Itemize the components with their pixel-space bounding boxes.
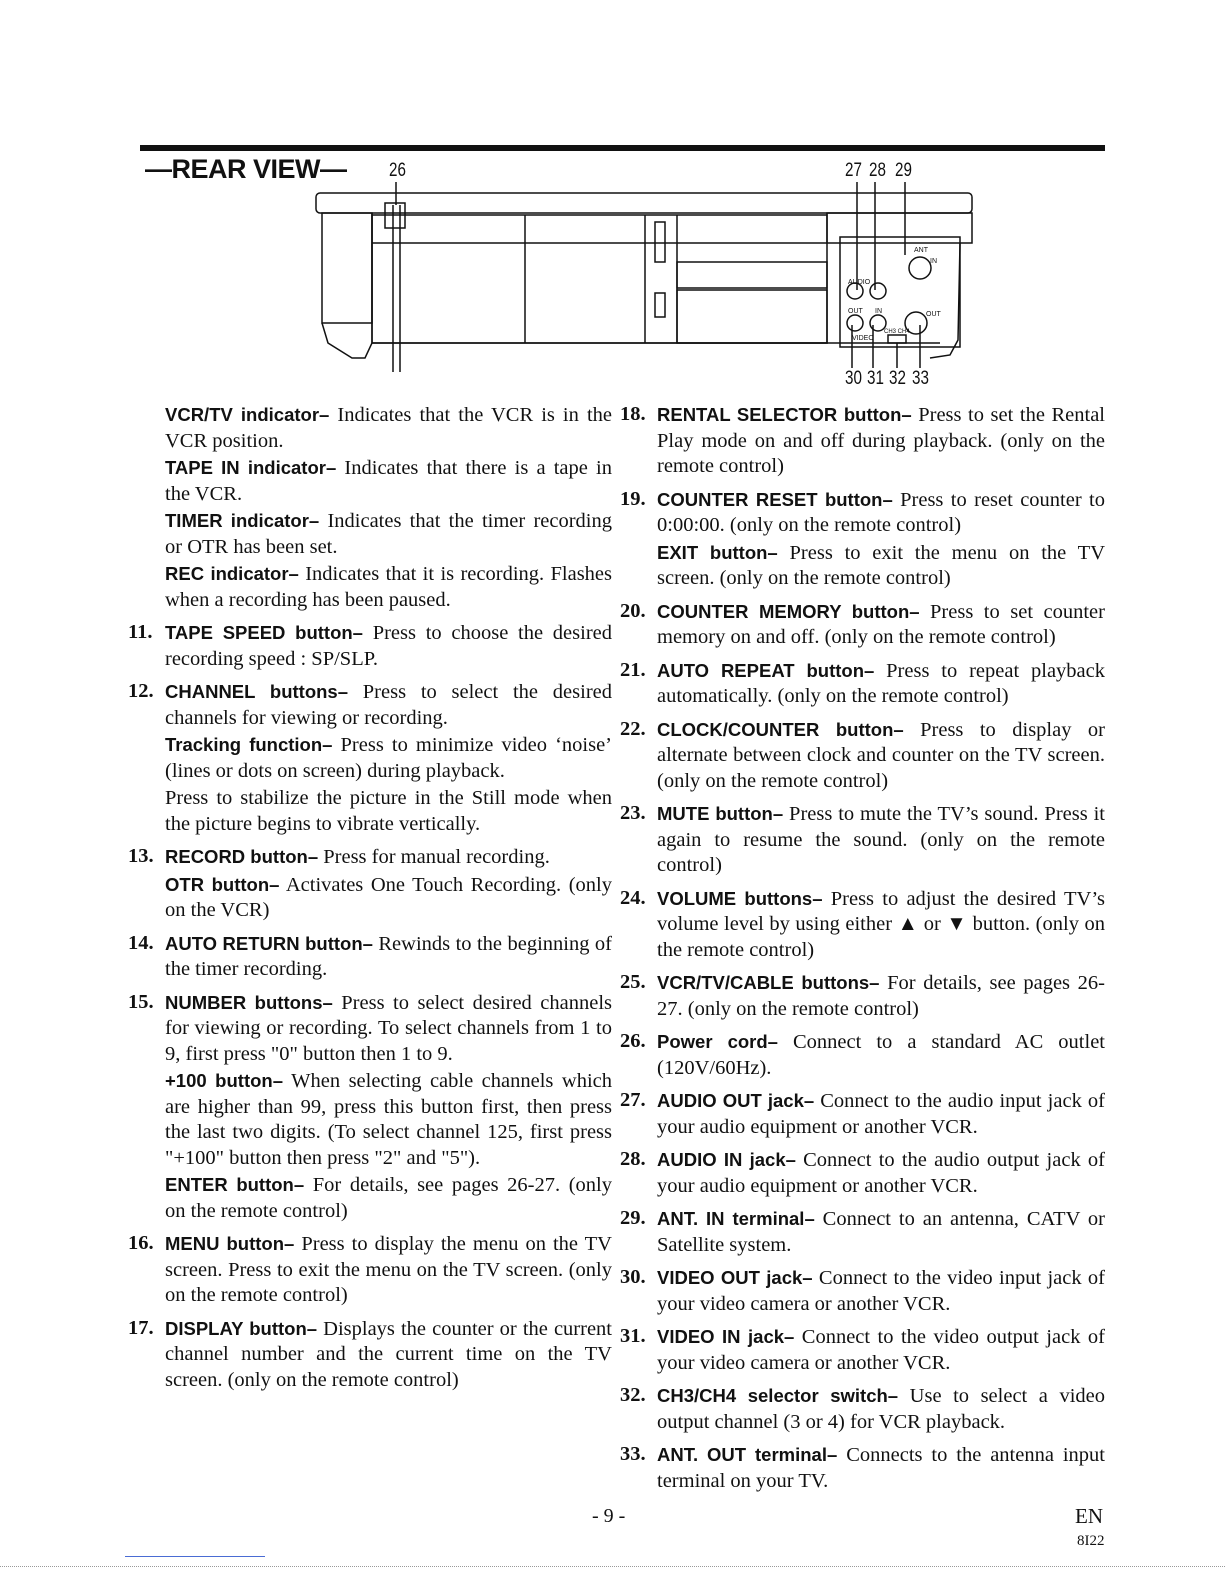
callout-29: 29 (895, 160, 912, 181)
entry-term: AUTO RETURN button– (165, 932, 373, 954)
description-entry (620, 970, 1105, 1022)
entry-paragraph (657, 487, 1105, 539)
entry-description: Press to adjust the desired TV’s volume level by using either ▲ or ▼ button. (only on the remote control) (657, 887, 1105, 961)
document-code: 8I22 (1077, 1533, 1105, 1549)
entry-term: REC indicator– (165, 563, 299, 584)
right-column (620, 402, 1105, 1501)
callout-31: 31 (867, 368, 884, 389)
entry-paragraph (165, 508, 612, 560)
description-entry (620, 599, 1105, 651)
entry-paragraph (165, 1231, 612, 1309)
entry-term: TAPE SPEED button– (165, 622, 363, 643)
description-entry (620, 1029, 1105, 1081)
entry-paragraph (657, 1147, 1105, 1199)
entry-paragraph (657, 402, 1105, 480)
entry-term: VOLUME buttons– (657, 887, 823, 909)
entry-description: Press to repeat playback automatically. (only on the remote control) (657, 659, 1105, 707)
entry-description: Press for manual recording. (318, 846, 550, 868)
description-entry (620, 1383, 1105, 1435)
entry-number: 20. (620, 599, 646, 622)
entry-term: CLOCK/COUNTER button– (657, 718, 904, 740)
entry-number: 27. (620, 1089, 646, 1111)
entry-term: VCR/TV/CABLE buttons– (657, 972, 880, 993)
entry-number: 22. (620, 717, 646, 740)
entry-term: MUTE button– (657, 803, 784, 824)
description-entry (620, 1147, 1105, 1199)
diagram-label-video: VIDEO (852, 335, 874, 342)
entry-paragraph (657, 1324, 1105, 1376)
description-entry (620, 1206, 1105, 1258)
description-entry (620, 402, 1105, 480)
entry-paragraph (657, 1383, 1105, 1435)
description-entry (620, 1324, 1105, 1376)
entry-description: Indicates that there is a tape in the VCR. (165, 457, 612, 505)
diagram-label-audio: AUDIO (848, 279, 871, 286)
entry-paragraph (165, 455, 612, 507)
entry-number: 29. (620, 1207, 646, 1229)
description-entry (620, 1442, 1105, 1494)
description-entry (620, 658, 1105, 710)
entry-paragraph (657, 717, 1105, 795)
entry-term: AUDIO IN jack– (657, 1149, 796, 1170)
entry-paragraph (165, 1068, 612, 1171)
description-entry (128, 679, 612, 837)
callout-26: 26 (389, 160, 406, 181)
language-code: EN (1075, 1504, 1103, 1528)
entry-description: Connect to the audio output jack of your audio equipment or another VCR. (657, 1149, 1105, 1197)
entry-paragraph (657, 1442, 1105, 1494)
entry-term: CHANNEL buttons– (165, 681, 348, 702)
entry-paragraph (165, 931, 612, 983)
entry-description: Connect to an antenna, CATV or Satellite system. (657, 1208, 1105, 1256)
entry-paragraph (165, 872, 612, 924)
left-column (128, 402, 612, 1400)
entry-number: 30. (620, 1266, 646, 1288)
entry-paragraph (657, 658, 1105, 710)
entry-paragraph (657, 1206, 1105, 1258)
entry-paragraph (657, 886, 1105, 964)
entry-number: 17. (128, 1316, 154, 1339)
entry-paragraph (657, 540, 1105, 592)
entry-number: 19. (620, 487, 646, 510)
entry-term: RENTAL SELECTOR button– (657, 404, 912, 425)
entry-description: Press to display or alternate between clock and counter on the TV screen. (only on the remote control) (657, 718, 1105, 792)
section-title: —REAR VIEW— (145, 154, 347, 184)
entry-description: Connect to the video output jack of your video camera or another VCR. (657, 1326, 1105, 1374)
callout-32: 32 (889, 368, 906, 389)
entry-paragraph (657, 599, 1105, 651)
description-entry (620, 801, 1105, 879)
entry-description: Press to display the menu on the TV screen. Press to exit the menu on the TV screen. (only on the remote control) (165, 1233, 612, 1306)
entry-number: 15. (128, 990, 154, 1013)
entry-paragraph (165, 1316, 612, 1394)
entry-number: 24. (620, 886, 646, 909)
entry-description: Connect to the video input jack of your video camera or another VCR. (657, 1267, 1105, 1315)
entry-description: Press to set counter memory on and off. (only on the remote control) (657, 600, 1105, 648)
entry-paragraph (657, 801, 1105, 879)
entry-paragraph (657, 970, 1105, 1022)
entry-term: RECORD button– (165, 846, 319, 867)
entry-paragraph (165, 732, 612, 784)
description-entry (620, 487, 1105, 592)
entry-paragraph (657, 1029, 1105, 1081)
entry-description: Indicates that it is recording. Flashes when a recording has been paused. (165, 563, 613, 611)
entry-paragraph (657, 1088, 1105, 1140)
entry-term: MENU button– (165, 1233, 295, 1254)
entry-description: Press to choose the desired recording speed : SP/SLP. (165, 622, 612, 670)
entry-description: For details, see pages 26-27. (only on the remote control) (165, 1174, 612, 1222)
entry-description: Press to mute the TV’s sound. Press it again to resume the sound. (only on the remote control) (657, 803, 1105, 876)
entry-description: Press to stabilize the picture in the Still mode when the picture begins to vibrate vertically. (165, 787, 612, 835)
entry-paragraph (165, 1172, 612, 1224)
diagram-label-ant-out: OUT (926, 311, 941, 318)
entry-paragraph (165, 620, 612, 672)
description-entry (128, 402, 612, 613)
entry-term: ANT. IN terminal– (657, 1208, 815, 1229)
entry-term: TAPE IN indicator– (165, 457, 337, 478)
diagram-label-ant: ANT (914, 247, 928, 254)
entry-paragraph (165, 561, 612, 613)
bottom-link-line (125, 1556, 265, 1557)
entry-number: 16. (128, 1232, 154, 1254)
entry-term: Power cord– (657, 1031, 778, 1052)
entry-term: DISPLAY button– (165, 1317, 318, 1339)
entry-description: Press to exit the menu on the TV screen. (only on the remote control) (657, 541, 1106, 589)
callout-30: 30 (845, 368, 862, 389)
entry-description: Press to select desired channels for viewing or recording. To select channels from 1 to 9, first press "0" button then 1 to 9. (165, 991, 613, 1065)
entry-number: 31. (620, 1325, 646, 1347)
entry-description: Rewinds to the beginning of the timer recording. (165, 932, 613, 980)
entry-description: Use to select a video output channel (3 or 4) for VCR playback. (657, 1385, 1105, 1433)
entry-term: OTR button– (165, 873, 280, 895)
entry-number: 21. (620, 658, 646, 681)
description-entry (128, 1316, 612, 1394)
entry-number: 28. (620, 1148, 646, 1170)
callout-28: 28 (869, 160, 886, 181)
description-entry (620, 717, 1105, 795)
entry-description: Connects to the antenna input terminal on your TV. (657, 1444, 1106, 1492)
entry-description: Indicates that the VCR is in the VCR position. (165, 404, 612, 452)
vcr-rear-diagram (0, 0, 1225, 400)
entry-description: Connect to the audio input jack of your audio equipment or another VCR. (657, 1090, 1105, 1138)
entry-number: 12. (128, 680, 154, 702)
entry-number: 25. (620, 971, 646, 993)
entry-term: +100 button– (165, 1070, 283, 1091)
entry-description: Indicates that the timer recording or OTR has been set. (165, 510, 612, 558)
entry-number: 13. (128, 845, 154, 867)
entry-term: AUTO REPEAT button– (657, 659, 875, 681)
diagram-label-in: IN (875, 308, 882, 315)
entry-description: Connect to a standard AC outlet (120V/60Hz). (657, 1031, 1105, 1079)
description-entry (620, 886, 1105, 964)
entry-number: 18. (620, 403, 646, 425)
entry-number: 33. (620, 1443, 646, 1465)
description-entry (128, 620, 612, 672)
callout-33: 33 (912, 368, 929, 389)
entry-description: Press to select the desired channels for viewing or recording. (165, 681, 612, 729)
entry-number: 11. (128, 621, 153, 643)
diagram-label-ant-in: IN (930, 258, 937, 265)
entry-term: VIDEO IN jack– (657, 1326, 795, 1347)
entry-description: Press to reset counter to 0:00:00. (only on the remote control) (657, 488, 1105, 536)
entry-paragraph (165, 402, 612, 454)
description-entry (128, 931, 612, 983)
entry-paragraph (165, 990, 612, 1068)
entry-term: EXIT button– (657, 541, 778, 563)
description-entry (128, 990, 612, 1225)
entry-description: Press to minimize video ‘noise’ (lines or dots on screen) during playback. (165, 734, 613, 782)
entry-paragraph (165, 785, 612, 837)
entry-description: Displays the counter or the current channel number and the current time on the TV screen. (only on the remote control) (165, 1317, 612, 1391)
entry-paragraph (165, 679, 612, 731)
entry-number: 32. (620, 1384, 646, 1406)
entry-description: Activates One Touch Recording. (only on the VCR) (165, 873, 612, 921)
entry-description: For details, see pages 26-27. (only on the remote control) (657, 972, 1105, 1020)
callout-27: 27 (845, 160, 862, 181)
description-entry (620, 1088, 1105, 1140)
description-entry (128, 844, 612, 924)
entry-paragraph (165, 844, 612, 871)
description-entry (620, 1265, 1105, 1317)
diagram-label-ch: CH3 CH4 (884, 329, 910, 335)
entry-term: NUMBER buttons– (165, 991, 333, 1013)
entry-term: ANT. OUT terminal– (657, 1444, 838, 1465)
entry-description: Press to set the Rental Play mode on and off during playback. (only on the remote control) (657, 404, 1105, 477)
entry-term: Tracking function– (165, 734, 333, 755)
entry-term: COUNTER MEMORY button– (657, 600, 920, 622)
entry-term: TIMER indicator– (165, 510, 320, 531)
page-number: - 9 - (592, 1505, 626, 1527)
diagram-label-out: OUT (848, 308, 863, 315)
description-entry (128, 1231, 612, 1309)
entry-term: COUNTER RESET button– (657, 488, 893, 510)
entry-term: AUDIO OUT jack– (657, 1090, 815, 1111)
entry-term: VCR/TV indicator– (165, 404, 330, 425)
entry-number: 14. (128, 931, 154, 954)
entry-term: ENTER button– (165, 1174, 305, 1195)
entry-number: 26. (620, 1030, 646, 1052)
entry-description: When selecting cable channels which are higher than 99, press this button first, then press the last two digits. (To select channel 125, first press "+100" button then press "2" and "5"). (165, 1070, 612, 1169)
entry-number: 23. (620, 802, 646, 824)
entry-term: VIDEO OUT jack– (657, 1267, 813, 1288)
bottom-divider (0, 1566, 1225, 1567)
entry-paragraph (657, 1265, 1105, 1317)
entry-term: CH3/CH4 selector switch– (657, 1385, 899, 1406)
